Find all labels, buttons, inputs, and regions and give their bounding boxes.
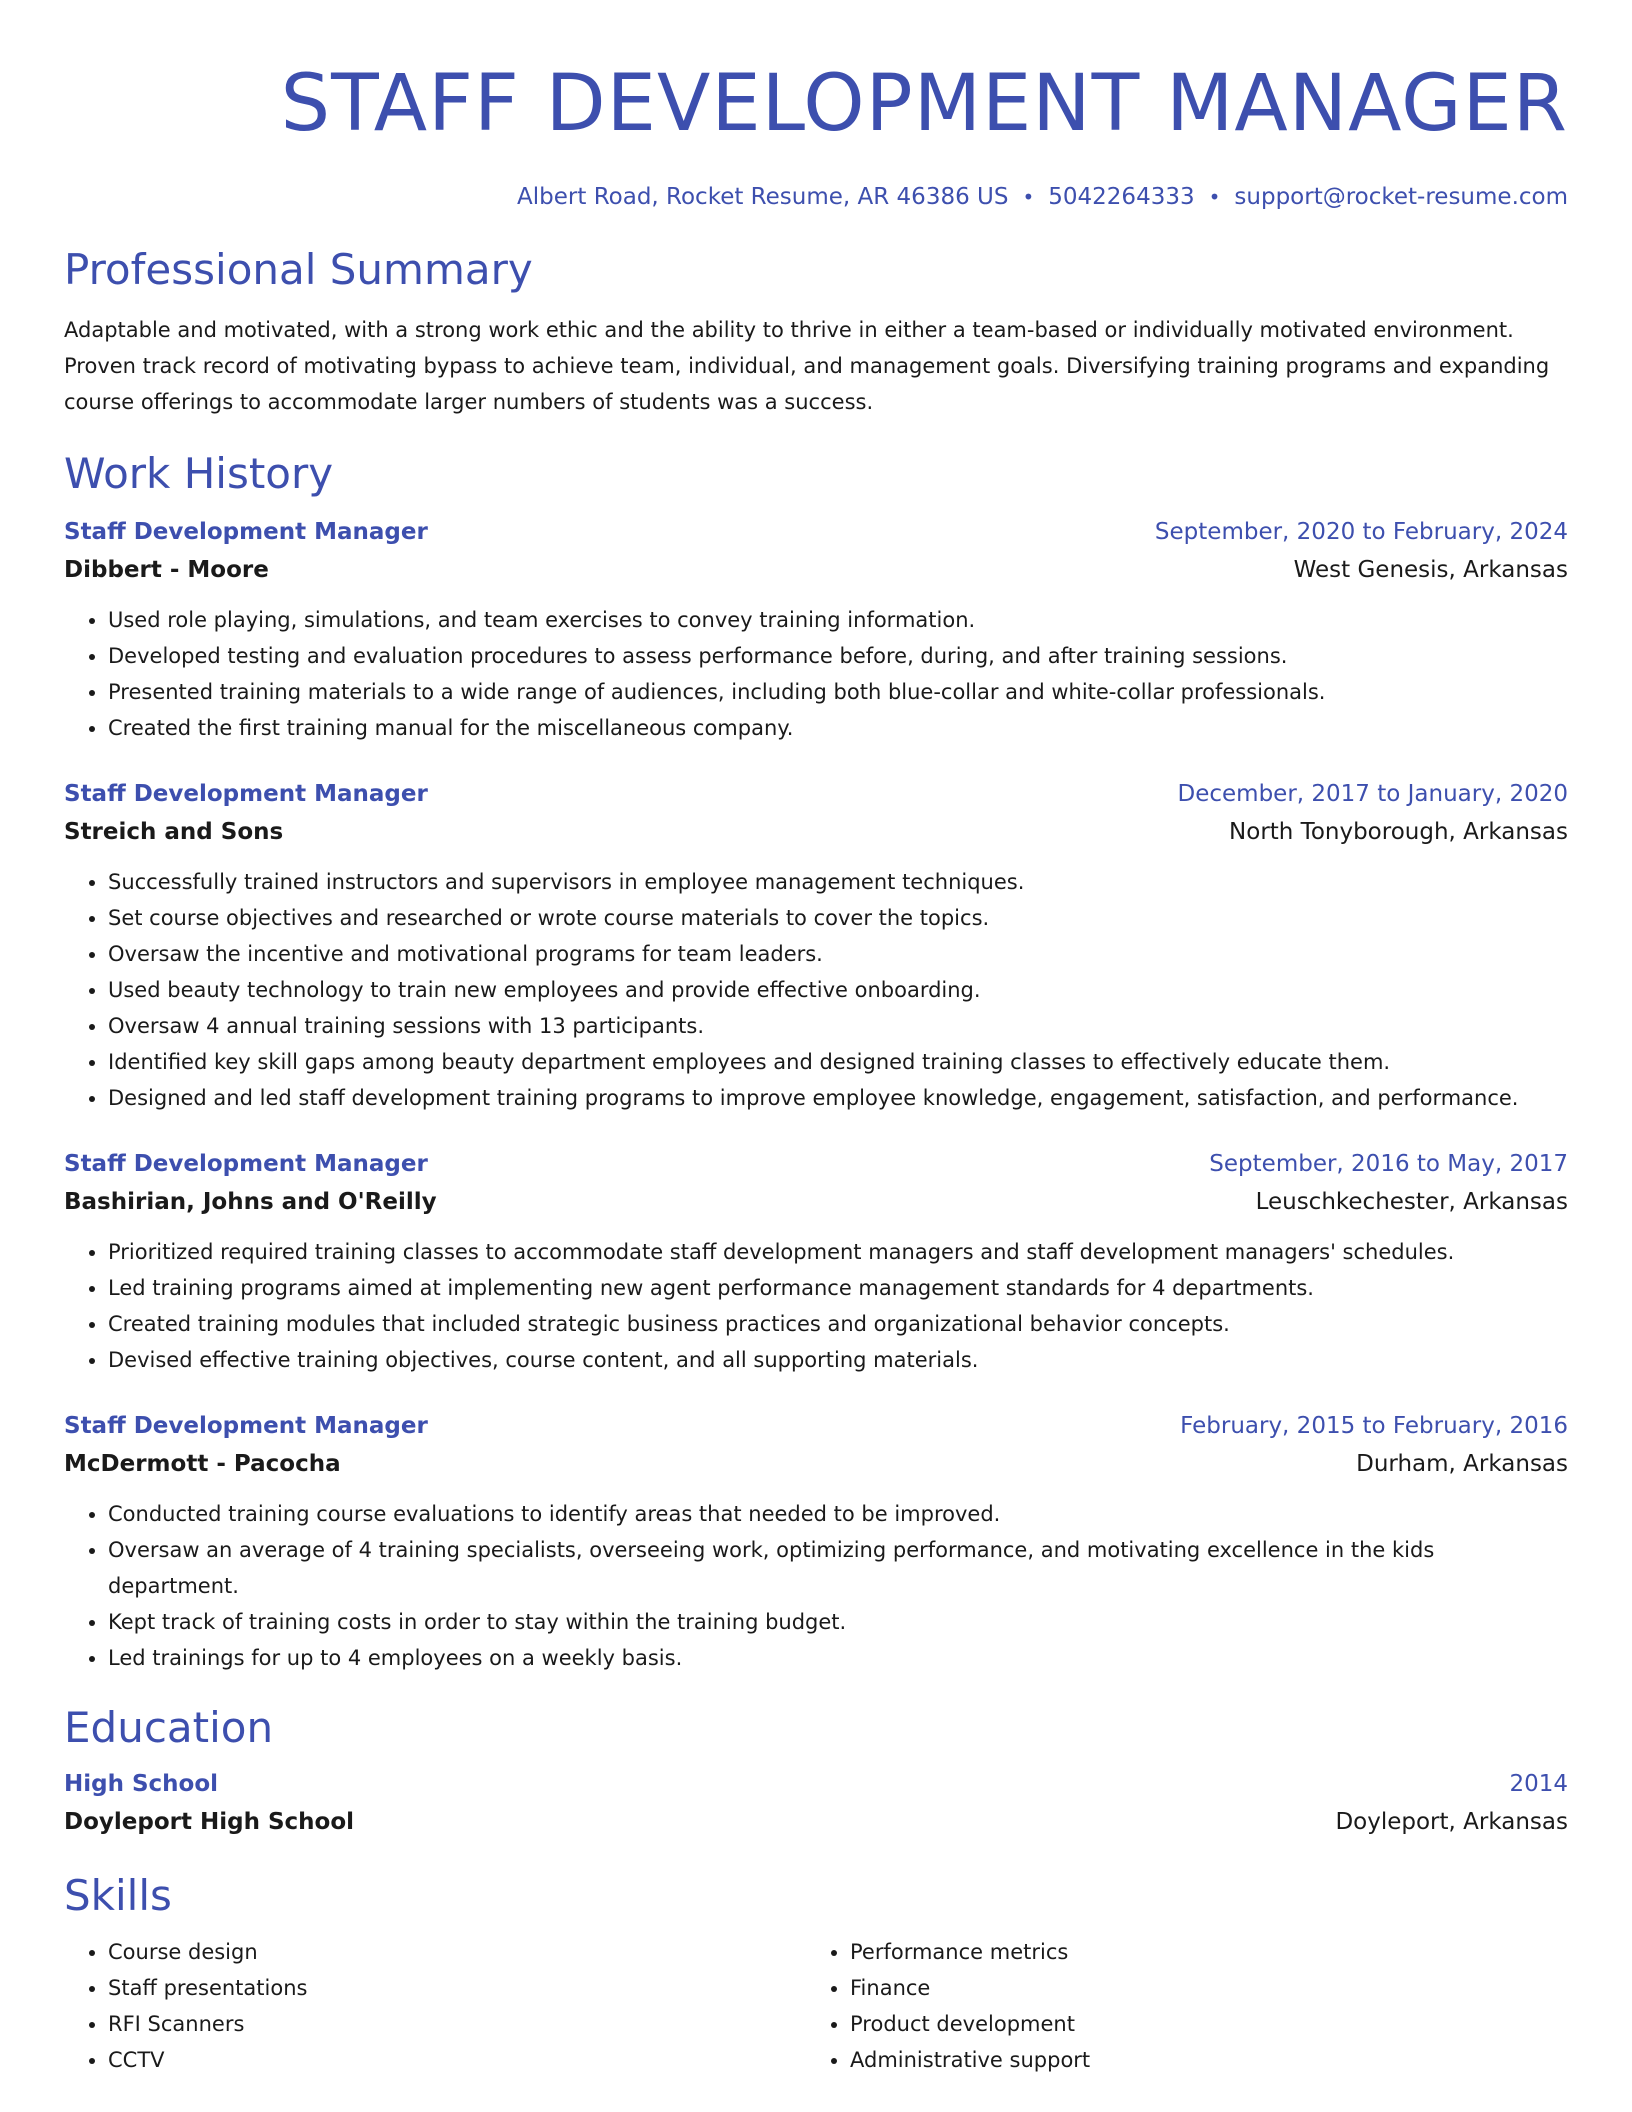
- education-header-row: [64, 1766, 1568, 1802]
- job-header-row: [64, 514, 1568, 550]
- contact-email: support@rocket-resume.com: [1234, 184, 1568, 210]
- job-bullet: • Oversaw the incentive and motivational programs for team leaders.: [108, 936, 1568, 972]
- job-entry: [64, 514, 1568, 746]
- section-title-education: Education: [64, 1703, 274, 1752]
- job-bullet: • Oversaw 4 annual training sessions with 13 participants.: [108, 1008, 1568, 1044]
- skills-list-left: [64, 1934, 806, 2078]
- job-entry: [64, 1146, 1568, 1378]
- job-bullet: • Designed and led staff development training programs to improve employee knowledge, engagement, satisfaction, and performance.: [108, 1080, 1568, 1116]
- job-company-row: [64, 1182, 1568, 1222]
- skill-item: • Staff presentations: [108, 1970, 806, 2006]
- section-title-summary: Professional Summary: [64, 245, 533, 294]
- skill-item: • RFI Scanners: [108, 2006, 806, 2042]
- job-location: West Genesis, Arkansas: [1293, 557, 1568, 583]
- job-company: Streich and Sons: [64, 819, 284, 845]
- contact-address: Albert Road, Rocket Resume, AR 46386 US: [517, 184, 1009, 210]
- education-school-row: [64, 1802, 1568, 1842]
- job-title: Staff Development Manager: [64, 781, 428, 807]
- skill-item: • Course design: [108, 1934, 806, 1970]
- job-bullet: • Presented training materials to a wide range of audiences, including both blue-collar and white-collar professionals.: [108, 674, 1568, 710]
- job-company: McDermott - Pacocha: [64, 1451, 341, 1477]
- job-company-row: [64, 812, 1568, 852]
- job-location: Durham, Arkansas: [1356, 1451, 1568, 1477]
- skill-item: • CCTV: [108, 2042, 806, 2078]
- skills-grid: [64, 1922, 1568, 2078]
- contact-phone: 5042264333: [1048, 184, 1195, 210]
- education-degree: High School: [64, 1771, 219, 1797]
- job-bullet: • Created training modules that included strategic business practices and organizational behavior concepts.: [108, 1306, 1568, 1342]
- job-title: Staff Development Manager: [64, 519, 428, 545]
- job-dates: February, 2015 to February, 2016: [1180, 1413, 1568, 1439]
- job-header-row: [64, 1408, 1568, 1444]
- job-bullet: • Identified key skill gaps among beauty department employees and designed training classes to effectively educate them.: [108, 1044, 1568, 1080]
- job-dates: December, 2017 to January, 2020: [1177, 781, 1568, 807]
- job-title: Staff Development Manager: [64, 1151, 428, 1177]
- job-bullet: • Prioritized required training classes to accommodate staff development managers and staff development managers' schedules.: [108, 1234, 1568, 1270]
- job-bullet: • Led trainings for up to 4 employees on a weekly basis.: [108, 1640, 1568, 1676]
- skills-list-right: [806, 1934, 1548, 2078]
- job-bullet: • Kept track of training costs in order to stay within the training budget.: [108, 1604, 1568, 1640]
- job-bullet: • Oversaw an average of 4 training specialists, overseeing work, optimizing performance, and motivating excellence in the kids department.: [108, 1532, 1568, 1604]
- job-company-row: [64, 550, 1568, 590]
- job-entry: [64, 1408, 1568, 1676]
- education-year: 2014: [1509, 1771, 1568, 1797]
- resume-name: STAFF DEVELOPMENT MANAGER: [280, 59, 1568, 149]
- job-location: North Tonyborough, Arkansas: [1229, 819, 1568, 845]
- job-bullet: • Developed testing and evaluation procedures to assess performance before, during, and after training sessions.: [108, 638, 1568, 674]
- job-title: Staff Development Manager: [64, 1413, 428, 1439]
- job-company: Bashirian, Johns and O'Reilly: [64, 1189, 437, 1215]
- skill-item: • Administrative support: [850, 2042, 1548, 2078]
- job-company-row: [64, 1444, 1568, 1484]
- job-bullet: • Conducted training course evaluations to identify areas that needed to be improved.: [108, 1496, 1568, 1532]
- job-location: Leuschkechester, Arkansas: [1255, 1189, 1568, 1215]
- job-header-row: [64, 1146, 1568, 1182]
- skill-item: • Finance: [850, 1970, 1548, 2006]
- summary-text: Adaptable and motivated, with a strong work ethic and the ability to thrive in either a team-based or individually motivated environment. Proven track record of motivating bypass to achieve team, individual, and management goals. Diversifying training programs and expanding course offerings to accommodate larger numbers of students was a success.: [64, 318, 1550, 414]
- job-bullets: [64, 864, 1568, 1116]
- section-title-work: Work History: [64, 449, 334, 498]
- job-bullet: • Successfully trained instructors and supervisors in employee management techniques.: [108, 864, 1568, 900]
- job-entry: [64, 776, 1568, 1116]
- job-bullet: • Devised effective training objectives, course content, and all supporting materials.: [108, 1342, 1568, 1378]
- job-bullet: • Led training programs aimed at implementing new agent performance management standards for 4 departments.: [108, 1270, 1568, 1306]
- job-bullet: • Used role playing, simulations, and team exercises to convey training information.: [108, 602, 1568, 638]
- job-bullet: • Set course objectives and researched or wrote course materials to cover the topics.: [108, 900, 1568, 936]
- job-bullets: [64, 602, 1568, 746]
- education-school: Doyleport High School: [64, 1809, 355, 1835]
- section-title-skills: Skills: [64, 1871, 172, 1920]
- job-dates: September, 2016 to May, 2017: [1209, 1151, 1568, 1177]
- separator-dot: •: [1022, 185, 1035, 209]
- job-header-row: [64, 776, 1568, 812]
- skill-item: • Product development: [850, 2006, 1548, 2042]
- contact-line: [64, 182, 1568, 212]
- job-bullets: [64, 1234, 1568, 1378]
- job-dates: September, 2020 to February, 2024: [1154, 519, 1568, 545]
- separator-dot: •: [1208, 185, 1221, 209]
- education-location: Doyleport, Arkansas: [1335, 1809, 1568, 1835]
- job-company: Dibbert - Moore: [64, 557, 269, 583]
- job-bullet: • Used beauty technology to train new employees and provide effective onboarding.: [108, 972, 1568, 1008]
- job-bullet: • Created the first training manual for the miscellaneous company.: [108, 710, 1568, 746]
- education-entry: [64, 1766, 1568, 1842]
- skill-item: • Performance metrics: [850, 1934, 1548, 1970]
- job-bullets: [64, 1496, 1568, 1676]
